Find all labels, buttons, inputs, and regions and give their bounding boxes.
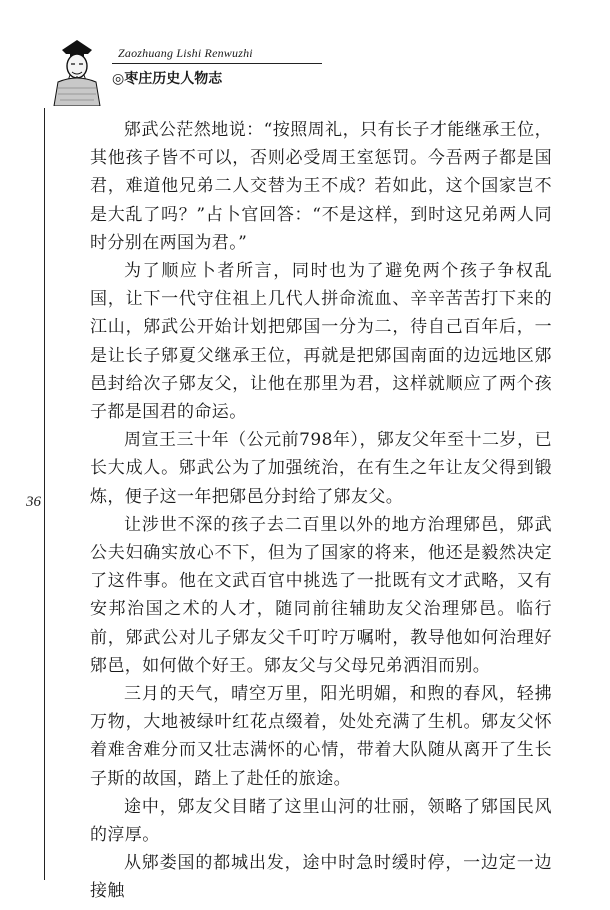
- series-title-en: Zaozhuang Lishi Renwuzhi: [118, 46, 253, 60]
- paragraph: 周宣王三十年（公元前798年），郳友父年至十二岁，已长大成人。郳武公为了加强统治，在有生之年让友父得到锻炼，便子这一年把郳邑分封给了郳友父。: [90, 430, 552, 507]
- paragraph: 为了顺应卜者所言，同时也为了避免两个孩子争权乱国，让下一代守住祖上几代人拼命流血、辛辛苦苦打下来的江山，郳武公开始计划把郳国一分为二，待自己百年后，一是让长子郳夏父继承王位，再就是把郳国南面的边远地区郳邑封给次子郳友父，让他在那里为君，这样就顺应了两个孩子都是国君的命运。: [90, 261, 552, 423]
- paragraph: 途中，郳友父目睹了这里山河的壮丽，领略了郳国民风的淳厚。: [90, 796, 552, 846]
- series-title-cn: ◎枣庄历史人物志: [112, 71, 223, 87]
- running-header: [48, 38, 378, 108]
- body-text: [90, 116, 552, 906]
- paragraph: 从郳娄国的都城出发，途中时急时缓时停，一边定一边接触: [90, 853, 552, 902]
- margin-rule: [44, 108, 45, 880]
- header-divider: [112, 63, 322, 64]
- paragraph: 让涉世不深的孩子去二百里以外的地方治理郳邑，郳武公夫妇确实放心不下，但为了国家的将来，他还是毅然决定了这件事。他在文武百官中挑选了一批既有文才武略，又有安邦治国之术的人才，随同前往辅助友父治理郳邑。临行前，郳武公对儿子郳友父千叮咛万嘱咐，教导他如何治理好郳邑，如何做个好王。郳友父与父母兄弟洒泪而别。: [90, 514, 552, 676]
- portrait-icon: [48, 38, 106, 106]
- page-number: 36: [26, 494, 41, 510]
- paragraph: 郳武公茫然地说：“按照周礼，只有长子才能继承王位，其他孩子皆不可以，否则必受周王室惩罚。今吾两子都是国君，难道他兄弟二人交替为王不成？若如此，这个国家岂不是大乱了吗？”占卜官回答：“不是这样，到时这兄弟两人同时分别在两国为君。”: [90, 120, 552, 253]
- paragraph: 三月的天气，晴空万里，阳光明媚，和煦的春风，轻拂万物，大地被绿叶红花点缀着，处处充满了生机。郳友父怀着难舍难分而又壮志满怀的心情，带着大队随从离开了生长子斯的故国，踏上了赴任的旅途。: [90, 684, 552, 789]
